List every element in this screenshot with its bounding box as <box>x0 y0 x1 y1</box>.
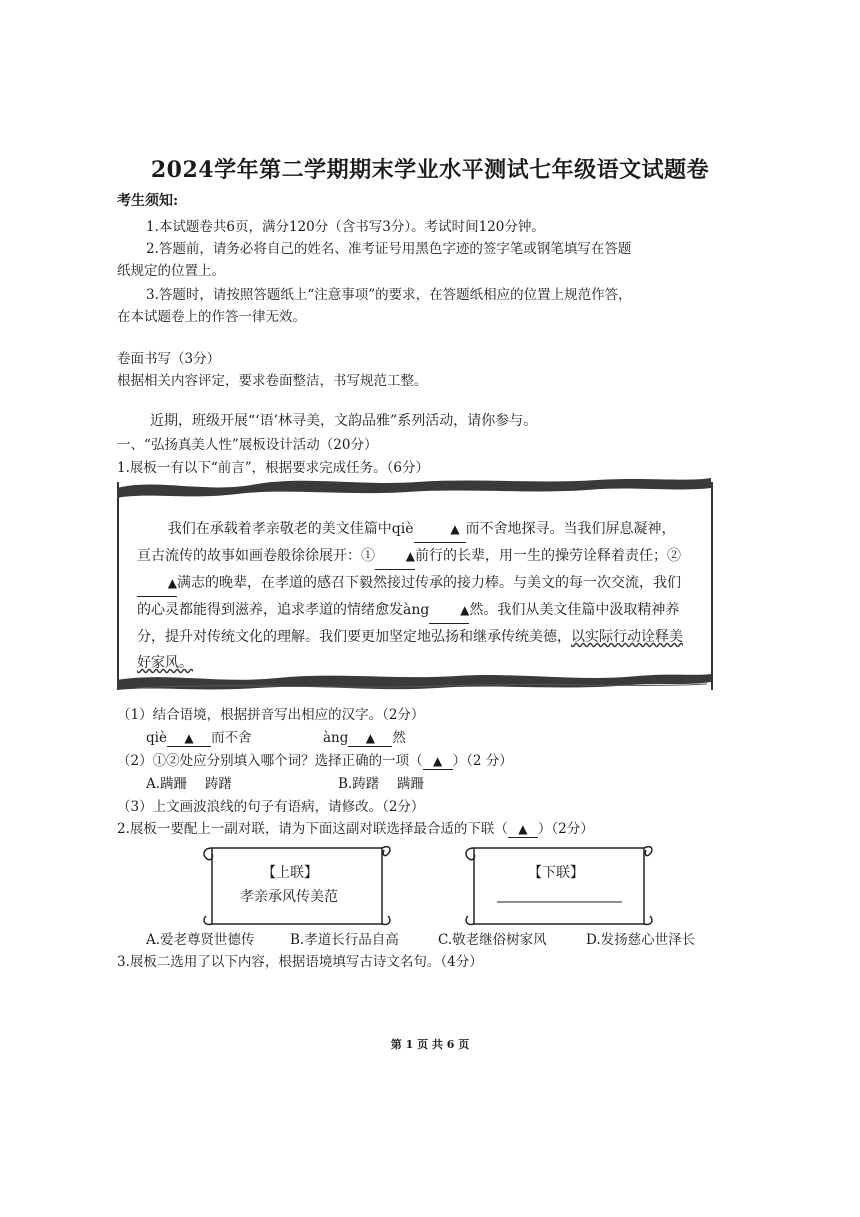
writing-heading: 卷面书写（3分） <box>117 351 221 367</box>
lower-couplet-answer-line[interactable] <box>497 888 622 902</box>
question-1-stem: 1.展板一有以下“前言”，根据要求完成任务。（6分） <box>117 460 430 476</box>
q1-sub1-answers <box>146 726 251 747</box>
question-3-stem: 3.展板二选用了以下内容，根据语境填写古诗文名句。（4分） <box>117 954 483 970</box>
passage-line-4: 的接力棒。与美文的每一次交流，我们的心灵都能得到滋养，追求孝道的情 <box>137 575 681 618</box>
q1-sub2-option-b: B.踌躇 蹒跚 <box>338 776 425 792</box>
q1-sub2 <box>117 749 513 770</box>
q1-sub3: （3）上文画波浪线的句子有语病，请修改。（2分） <box>117 799 425 815</box>
preface-passage <box>137 516 689 676</box>
notice-heading: 考生须知: <box>117 193 179 209</box>
passage-line-1b: 而不舍地探寻。当我们 <box>465 521 606 537</box>
q2-option-a: A.爱老尊贤世德传 <box>146 932 255 948</box>
page-footer: 第 1 页 共 6 页 <box>390 1038 470 1051</box>
passage-line-3a: 生的操劳诠释着责任；② <box>527 548 681 564</box>
answer-blank-q2[interactable]: ▲ <box>508 821 538 838</box>
answer-blank-sub2[interactable]: ▲ <box>423 753 453 770</box>
notice-item-2a: 2.答题前，请务必将自己的姓名、准考证号用黑色字迹的签字笔或钢笔填写在答题 <box>146 241 632 257</box>
passage-line-6a: 理解。我们要更加坚定地弘扬和继承传统美德， <box>277 629 571 645</box>
q2-option-b: B.孝道长行品自高 <box>290 932 399 948</box>
activity-intro: 近期，班级开展“‘语’林寻美，文韵品雅”系列活动，请你参与。 <box>150 413 538 429</box>
q1-sub2-tail: ）（2 分） <box>452 753 513 769</box>
qie-tail: 而不舍 <box>210 730 252 746</box>
passage-line-2a: 屏息凝神，亘古流传的故事如画卷般徐徐展开：① <box>137 521 676 564</box>
blank-1[interactable]: ▲ <box>375 543 415 570</box>
upper-couplet-label: 【上联】 <box>262 865 318 881</box>
pinyin-qie: qiè <box>146 730 167 746</box>
q2-stem-tail: ）（2分） <box>537 821 594 837</box>
q2-option-c: C.敬老继俗树家风 <box>438 932 547 948</box>
answer-blank-ang[interactable]: ▲ <box>348 730 392 747</box>
wavy-underlined-sentence: 以实际行动诠释美好家风。 <box>137 629 683 671</box>
q1-sub2-stem: （2）①②处应分别填入哪个词？选择正确的一项（ <box>117 753 423 769</box>
blank-ang[interactable]: ▲ <box>429 597 469 624</box>
q2-option-d: D.发扬慈心世泽长 <box>586 932 696 948</box>
passage-line-5b: 然。我们从美文佳篇中汲取精神养分，提升对传统文化的 <box>137 602 680 645</box>
notice-item-1: 1.本试题卷共6页，满分120分（含书写3分）。考试时间120分钟。 <box>146 219 545 235</box>
passage-line-1a: 我们在承载着孝亲敬老的美文佳篇中qiè <box>167 521 414 537</box>
blank-qie[interactable]: ▲ <box>414 516 466 543</box>
q2-stem-text: 2.展板一要配上一副对联，请为下面这副对联选择最合适的下联（ <box>117 821 508 837</box>
writing-desc: 根据相关内容评定，要求卷面整洁，书写规范工整。 <box>117 373 428 389</box>
section-1-heading: 一、“弘扬真美人性”展板设计活动（20分） <box>117 437 378 453</box>
lower-couplet-label: 【下联】 <box>528 865 584 881</box>
passage-line-3b: 满志的晚辈，在孝道的感召下毅然接过传承 <box>177 575 443 591</box>
pinyin-ang: àng <box>323 730 349 746</box>
brush-wave-top <box>117 474 711 502</box>
question-2-stem <box>117 817 594 838</box>
q1-sub1-answer-b <box>323 726 406 747</box>
answer-blank-qie[interactable]: ▲ <box>167 730 211 747</box>
q1-sub2-option-a: A.蹒跚 踌躇 <box>146 776 232 792</box>
upper-couplet-text: 孝亲承风传美范 <box>240 889 338 905</box>
notice-item-2b: 纸规定的位置上。 <box>117 263 225 279</box>
upper-couplet-scroll <box>200 840 395 930</box>
q1-sub1: （1）结合语境，根据拼音写出相应的汉字。（2分） <box>117 707 425 723</box>
notice-item-3a: 3.答题时，请按照答题纸上“注意事项”的要求，在答题纸相应的位置上规范作答， <box>146 287 632 303</box>
page-title: 2024学年第二学期期末学业水平测试七年级语文试题卷 <box>150 157 710 183</box>
blank-2[interactable]: ▲ <box>137 570 177 597</box>
notice-item-3b: 在本试题卷上的作答一律无效。 <box>117 309 306 325</box>
passage-line-2b: 前行的长辈，用一 <box>415 548 527 564</box>
ang-tail: 然 <box>392 730 406 746</box>
passage-line-5a: 绪愈发àng <box>361 602 430 618</box>
lower-couplet-scroll <box>462 840 657 930</box>
